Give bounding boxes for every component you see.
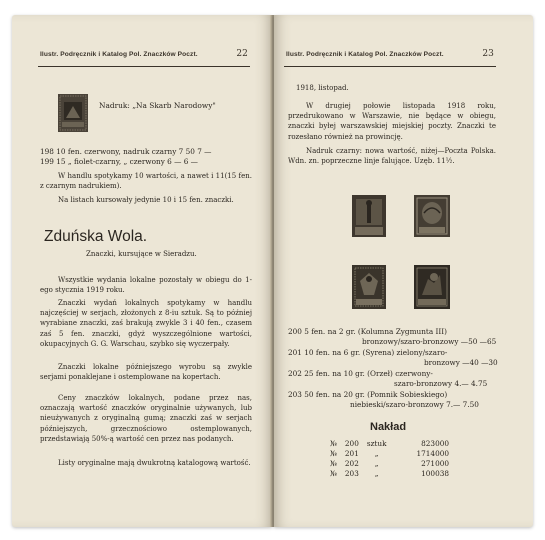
naklad-unit: sztuk bbox=[366, 439, 387, 448]
catalog-row-203-line2: niebieski/szaro-bronzowy 7.— 7.50 bbox=[350, 400, 479, 409]
overprint-stamp-image bbox=[58, 94, 88, 132]
right-page-number: 23 bbox=[482, 49, 494, 59]
intro-paragraph: W drugiej połowie listopada 1918 roku, przedrukowano w Warszawie, nie będące w obiegu, znaczki byłej warszawskiej miejskiej poczty. Znaczki te rozesłano również na prowincję. bbox=[288, 102, 496, 141]
naklad-row bbox=[326, 449, 453, 459]
left-page-number: 22 bbox=[236, 49, 248, 59]
stamp-image-orzel bbox=[352, 265, 386, 309]
paragraph-2: Znaczki wydań lokalnych spotykamy w handlu najczęściej w serjach, złożonych z 8-iu sztuk. Są to później wyrabiane znaczki, zaś brakują zwykle 3 i 40 fen., czasem zaś 5 fen. znaczki, gdyż wyszczególnione wartości, okupacyjnych G. G. Warschau, szybko się wyczerpały. bbox=[40, 299, 252, 348]
catalog-line-199: 199 15 „ fiolet-czarny, „ czerwony 6 — 6 — bbox=[40, 157, 198, 166]
naklad-stamp-number: 201 bbox=[344, 449, 359, 458]
overprint-caption: Nadruk: „Na Skarb Narodowy" bbox=[99, 101, 216, 110]
section-title: Zduńska Wola. bbox=[44, 228, 148, 245]
catalog-row-201-line2: bronzowy —40 —30 bbox=[424, 358, 498, 367]
overprint-note: Nadruk czarny: nowa wartość, niżej—Poczta Polska. Wdn. zn. poprzeczne linje falujące. Uzęb. 11½. bbox=[288, 147, 496, 166]
catalog-row-202-line2: szaro-bronzowy 4.— 4.75 bbox=[394, 379, 488, 388]
paragraph-1: Wszystkie wydania lokalne pozostały w obiegu do 1-ego stycznia 1919 roku. bbox=[40, 276, 252, 295]
catalog-row-202-line1: 202 25 fen. na 10 gr. (Orzeł) czerwony- bbox=[288, 369, 433, 378]
naklad-row bbox=[326, 469, 453, 479]
naklad-number-sign: № bbox=[330, 459, 337, 468]
left-page bbox=[12, 15, 272, 527]
naklad-unit: „ bbox=[374, 459, 379, 468]
catalog-row-203-line1: 203 50 fen. na 20 gr. (Pomnik Sobieskiego) bbox=[288, 390, 448, 399]
naklad-count: 100038 bbox=[421, 469, 449, 478]
left-page-header bbox=[40, 51, 248, 65]
naklad-number-sign: № bbox=[330, 469, 337, 478]
booklet bbox=[12, 15, 533, 527]
exchange-note: Na listach kursowały jedynie 10 i 15 fen. znaczki. bbox=[58, 196, 234, 204]
catalog-row-201-line1: 201 10 fen. na 6 gr. (Syrena) zielony/szaro- bbox=[288, 348, 448, 357]
naklad-number-sign: № bbox=[330, 439, 337, 448]
right-header-title: Ilustr. Podręcznik i Katalog Pol. Znaczków Poczt. bbox=[286, 51, 444, 58]
naklad-stamp-number: 203 bbox=[344, 469, 359, 478]
naklad-stamp-number: 202 bbox=[344, 459, 359, 468]
stamp-image-pomnik-sobieskiego bbox=[414, 265, 450, 309]
naklad-unit: „ bbox=[374, 469, 379, 478]
naklad-unit: „ bbox=[374, 449, 379, 458]
paragraph-5: Listy oryginalne mają dwukrotną katalogową wartość. bbox=[58, 459, 251, 467]
catalog-row-200-line2: bronzowy/szaro-bronzowy —50 —65 bbox=[362, 337, 497, 346]
catalog-line-198: 198 10 fen. czerwony, nadruk czarny 7 50 7 — bbox=[40, 147, 212, 156]
naklad-count: 271000 bbox=[421, 459, 449, 468]
naklad-count: 823000 bbox=[421, 439, 449, 448]
date-line: 1918, listopad. bbox=[296, 84, 349, 92]
naklad-number-sign: № bbox=[330, 449, 337, 458]
paragraph-4: Ceny znaczków lokalnych, podane przez nas, oznaczają wartość znaczków oryginalnie używanych, lub nieużywanych z oryginalną gumą; znaczki zaś w serjach późniejszych, grzecznościowo ostemplowanych, przedstawiają 50%-ą wartość cen przez nas podanych. bbox=[40, 394, 252, 443]
right-page-header bbox=[286, 51, 494, 65]
left-header-title: Ilustr. Podręcznik i Katalog Pol. Znaczków Poczt. bbox=[40, 51, 198, 58]
naklad-table bbox=[326, 439, 453, 479]
section-subtitle: Znaczki, kursujące w Sieradzu. bbox=[86, 250, 197, 258]
right-page bbox=[274, 15, 533, 527]
naklad-row bbox=[326, 439, 453, 449]
paragraph-3: Znaczki lokalne późniejszego wyrobu są zwykle serjami ponaklejane i ostemplowane na kopertach. bbox=[40, 363, 252, 382]
left-header-rule bbox=[38, 66, 250, 67]
stamp-image-kolumna-zygmunta bbox=[352, 195, 386, 237]
naklad-title: Nakład bbox=[370, 421, 407, 433]
catalog-row-200-line1: 200 5 fen. na 2 gr. (Kolumna Zygmunta III) bbox=[288, 327, 447, 336]
right-header-rule bbox=[284, 66, 496, 67]
naklad-row bbox=[326, 459, 453, 469]
naklad-count: 1714000 bbox=[416, 449, 449, 458]
trade-note: W handlu spotykamy 10 wartości, a nawet i 11(15 fen. z czarnym nadrukiem). bbox=[40, 172, 252, 191]
naklad-stamp-number: 200 bbox=[344, 439, 359, 448]
stamp-image-syrena bbox=[414, 195, 450, 237]
